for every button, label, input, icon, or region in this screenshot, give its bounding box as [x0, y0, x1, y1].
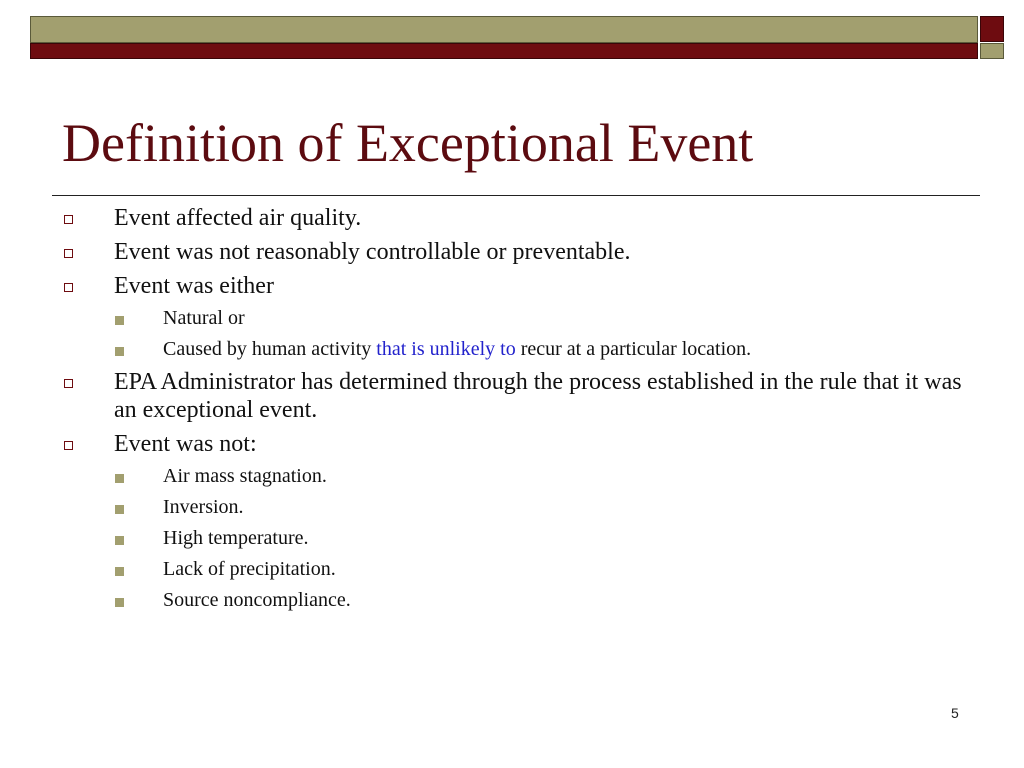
sub-bullet-item: [0, 557, 1024, 582]
sub-bullet-text: Lack of precipitation.: [163, 558, 336, 580]
page-number: 5: [951, 705, 959, 721]
bullet-text: Event was not reasonably controllable or preventable.: [114, 239, 631, 265]
solid-square-bullet-icon: [115, 347, 124, 356]
hollow-square-bullet-icon: [64, 215, 73, 224]
sub-bullet-item: [0, 306, 1024, 331]
title-divider: [52, 195, 980, 196]
solid-square-bullet-icon: [115, 536, 124, 545]
bullet-text: EPA Administrator has determined through the process established in the rule that it was an exceptional event.: [114, 369, 962, 423]
bullet-item: [0, 430, 1024, 458]
bullet-item: [0, 238, 1024, 266]
sub-bullet-item: [0, 495, 1024, 520]
solid-square-bullet-icon: [115, 598, 124, 607]
sub-bullet-text-post: recur at a particular location.: [515, 338, 752, 360]
sub-bullet-item: [0, 526, 1024, 551]
solid-square-bullet-icon: [115, 316, 124, 325]
highlighted-text: that is unlikely to: [376, 338, 516, 360]
sub-bullet-text: [163, 337, 963, 362]
sub-bullet-item: [0, 337, 1024, 362]
solid-square-bullet-icon: [115, 567, 124, 576]
bullet-text: Event was not:: [114, 431, 257, 457]
bullet-item: [0, 272, 1024, 300]
hollow-square-bullet-icon: [64, 441, 73, 450]
hollow-square-bullet-icon: [64, 379, 73, 388]
hollow-square-bullet-icon: [64, 249, 73, 258]
hollow-square-bullet-icon: [64, 283, 73, 292]
sub-bullet-text: Inversion.: [163, 496, 244, 518]
sub-bullet-text: Natural or: [163, 307, 245, 329]
sub-bullet-item: [0, 464, 1024, 489]
header-decoration-band: [30, 16, 978, 58]
bullet-list: [0, 204, 1024, 619]
solid-square-bullet-icon: [115, 474, 124, 483]
sub-bullet-text: Source noncompliance.: [163, 589, 351, 611]
sub-bullet-text: High temperature.: [163, 527, 309, 549]
bullet-text: Event was either: [114, 273, 274, 299]
bullet-item: [0, 368, 1024, 424]
corner-maroon-block: [980, 16, 1004, 42]
bullet-item: [0, 204, 1024, 232]
corner-olive-block: [980, 43, 1004, 59]
sub-bullet-text-pre: Caused by human activity: [163, 338, 377, 360]
bullet-text: Event affected air quality.: [114, 205, 362, 231]
sub-bullet-text: Air mass stagnation.: [163, 465, 327, 487]
solid-square-bullet-icon: [115, 505, 124, 514]
header-olive-bar: [30, 16, 978, 43]
slide-title: Definition of Exceptional Event: [62, 113, 754, 173]
sub-bullet-item: [0, 588, 1024, 613]
header-maroon-bar: [30, 43, 978, 59]
